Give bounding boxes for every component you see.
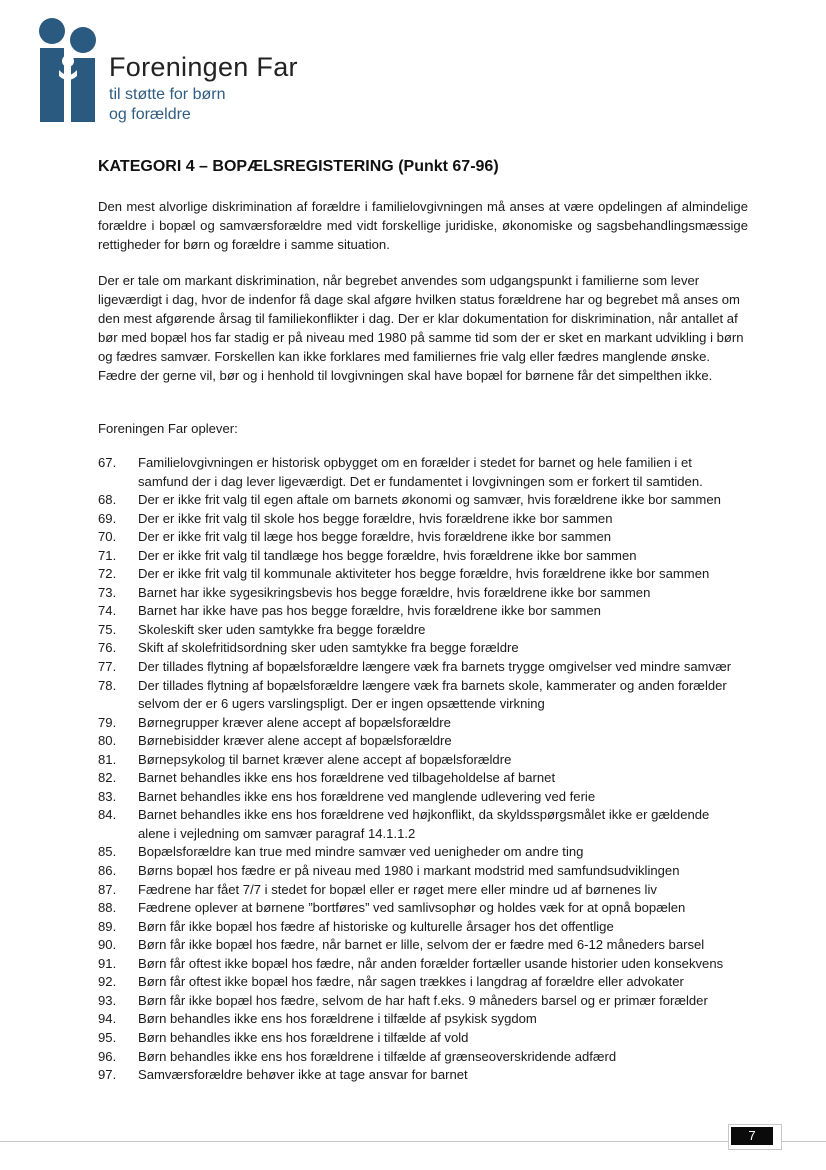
list-item [98, 751, 788, 770]
list-item [98, 843, 788, 862]
list-intro: Foreningen Far oplever: [98, 421, 238, 436]
list-item-text: Familielovgivningen er historisk opbygget om en forælder i stedet for barnet og hele familien i et [138, 455, 692, 470]
list-item-number: 88. [98, 900, 117, 916]
list-item-text: Børn får ikke bopæl hos fædre af historiske og kulturelle årsager hos det offentlige [138, 918, 614, 934]
list-item-number: 84. [98, 807, 117, 823]
list-item-text: Børn behandles ikke ens hos forældrene i tilfælde af vold [138, 1029, 469, 1045]
list-item [98, 881, 788, 900]
list-item [98, 899, 788, 918]
list-item-text: Barnet har ikke have pas hos begge forældre, hvis forældrene ikke bor sammen [138, 603, 601, 619]
list-item [98, 621, 788, 640]
list-item-number: 86. [98, 863, 117, 879]
list-item [98, 992, 788, 1011]
list-item [98, 510, 788, 529]
list-item [98, 769, 788, 788]
brand-tagline-line-1: til støtte for børn [109, 86, 226, 103]
discrimination-paragraph: Der er tale om markant diskrimination, når begrebet anvendes som udgangspunkt i familierne som lever ligeværdigt i dag, hvor de indenfor få dage skal afgøre hvilken status forældrene har og begrebet må anses om den mest afgørende årsag til familiekonflikter i dag. Der er klar dokumentation for diskrimination, når antallet af bør med bopæl hos far stadig er på niveau med 1980 på samme tid som der er sket en markant udvikling i børn og fædres samvær. Forskellen kan ikke forklares med familiernes frie valg eller fædres manglende ønske. Fædre der gerne vil, bør og i henhold til lovgivningen skal have bopæl for børnene får det simpelthen ikke. [98, 273, 744, 383]
list-item-number: 76. [98, 640, 117, 656]
list-item [98, 491, 788, 510]
list-item-text: Barnet behandles ikke ens hos forældrene ved højkonflikt, da skyldsspørgsmålet ikke er gældende [138, 807, 710, 823]
list-item [98, 584, 788, 603]
list-item [98, 936, 788, 955]
list-item-text: Børn behandles ikke ens hos forældrene i tilfælde af grænseoverskridende adfærd [138, 1048, 617, 1064]
list-item [98, 862, 788, 881]
list-item [98, 714, 788, 733]
list-item-text: Børnegrupper kræver alene accept af bopælsforældre [138, 714, 451, 730]
list-item [98, 918, 788, 937]
list-item [98, 1066, 788, 1085]
list-item-number: 96. [98, 1048, 117, 1064]
list-item [98, 602, 788, 621]
list-item-text: Barnet behandles ikke ens hos forældrene ved tilbageholdelse af barnet [138, 770, 556, 786]
list-item-text: Børn får oftest ikke bopæl hos fædre, når sagen trækkes i langdrag af forældre eller advokater [138, 974, 684, 990]
intro-paragraph: Den mest alvorlige diskrimination af forældre i familielovgivningen må anses at være opdelingen af almindelige forældre i bopæl og samværsforældre med vidt forskellige juridiske, økonomiske og sagsbehandlingsmæssige rettigheder for børn og forældre i samme situation. [98, 199, 748, 252]
list-item [98, 732, 788, 751]
list-item-text: Børn får ikke bopæl hos fædre, selvom de har haft f.eks. 9 måneders barsel og er primær forælder [138, 992, 708, 1008]
list-item-number: 78. [98, 677, 117, 693]
list-item-continuation: alene i vejledning om samvær paragraf 14.1.1.2 [138, 825, 416, 841]
list-item-number: 89. [98, 918, 117, 934]
list-item-text: Børn behandles ikke ens hos forældrene i tilfælde af psykisk sygdom [138, 1011, 537, 1027]
list-item-number: 73. [98, 584, 117, 600]
list-item-number: 91. [98, 955, 117, 971]
brand-name: Foreningen Far [109, 52, 298, 82]
page-number: 7 [731, 1127, 773, 1145]
list-item-number: 72. [98, 566, 117, 582]
organization-logo [38, 18, 338, 128]
list-item-text: Der er ikke frit valg til skole hos begge forældre, hvis forældrene ikke bor sammen [138, 510, 613, 526]
list-item-number: 87. [98, 881, 117, 897]
list-item-text: Der er ikke frit valg til tandlæge hos begge forældre, hvis forældrene ikke bor sammen [138, 547, 637, 563]
list-item [98, 806, 788, 843]
list-item [98, 454, 788, 491]
list-item-text: Der er ikke frit valg til kommunale aktiviteter hos begge forældre, hvis forældrene ikke bor sammen [138, 566, 710, 582]
list-item-text: Skift af skolefritidsordning sker uden samtykke fra begge forældre [138, 640, 519, 656]
list-item-number: 83. [98, 788, 117, 804]
list-item [98, 973, 788, 992]
list-item [98, 788, 788, 807]
numbered-list [98, 454, 788, 1085]
list-item-number: 97. [98, 1067, 117, 1083]
list-item-number: 90. [98, 937, 117, 953]
footer-divider [0, 1141, 826, 1142]
list-item-text: Barnet har ikke sygesikringsbevis hos begge forældre, hvis forældrene ikke bor sammen [138, 584, 651, 600]
list-item-text: Børnebisidder kræver alene accept af bopælsforældre [138, 733, 452, 749]
list-item [98, 528, 788, 547]
list-item [98, 547, 788, 566]
list-item-text: Fædrene har fået 7/7 i stedet for bopæl eller er røget mere eller mindre ud af børnenes liv [138, 881, 657, 897]
list-item-number: 80. [98, 733, 117, 749]
list-item-number: 68. [98, 492, 117, 508]
list-item-text: Der tillades flytning af bopælsforældre længere væk fra barnets skole, kammerater og anden forælder [138, 677, 727, 693]
list-item [98, 1010, 788, 1029]
list-item-text: Samværsforældre behøver ikke at tage ansvar for barnet [138, 1067, 468, 1083]
list-item-text: Der tillades flytning af bopælsforældre længere væk fra barnets trygge omgivelser ved mindre samvær [138, 659, 732, 675]
list-item-continuation: samfund der i dag lever ligeværdigt. Det er fundamentet i lovgivningen som er forkert til samtiden. [138, 473, 703, 489]
list-item-text: Der er ikke frit valg til læge hos begge forældre, hvis forældrene ikke bor sammen [138, 529, 612, 545]
list-item-number: 95. [98, 1029, 117, 1045]
list-item-number: 70. [98, 529, 117, 545]
list-item-text: Bopælsforældre kan true med mindre samvær ved uenigheder om andre ting [138, 844, 584, 860]
list-item-number: 79. [98, 714, 117, 730]
list-item [98, 1048, 788, 1067]
list-item [98, 955, 788, 974]
list-item-number: 69. [98, 510, 117, 526]
list-item-number: 92. [98, 974, 117, 990]
list-item-continuation: selvom der er 6 ugers varslingspligt. Der er ingen opsættende virkning [138, 696, 545, 712]
list-item-text: Børns bopæl hos fædre er på niveau med 1980 i markant modstrid med samfundsudviklingen [138, 863, 680, 879]
section-heading: KATEGORI 4 – BOPÆLSREGISTERING (Punkt 67-96) [98, 158, 499, 175]
list-item [98, 677, 788, 714]
list-item-number: 81. [98, 751, 117, 767]
list-item-number: 75. [98, 621, 117, 637]
list-item-number: 93. [98, 992, 117, 1008]
list-item-text: Barnet behandles ikke ens hos forældrene ved manglende udlevering ved ferie [138, 788, 596, 804]
list-item-text: Børnepsykolog til barnet kræver alene accept af bopælsforældre [138, 751, 512, 767]
list-item [98, 639, 788, 658]
list-item-text: Skoleskift sker uden samtykke fra begge forældre [138, 621, 426, 637]
list-item-number: 85. [98, 844, 117, 860]
list-item-text: Fædrene oplever at børnene ”bortføres” ved samlivsophør og holdes væk for at opnå bopælen [138, 900, 686, 916]
list-item [98, 1029, 788, 1048]
list-item-number: 77. [98, 659, 117, 675]
logo-mark-icon [38, 18, 102, 123]
list-item-number: 82. [98, 770, 117, 786]
list-item-number: 94. [98, 1011, 117, 1027]
list-item-text: Børn får ikke bopæl hos fædre, når barnet er lille, selvom der er fædre med 6-12 måneders barsel [138, 937, 705, 953]
list-item-number: 67. [98, 455, 117, 470]
list-item-text: Børn får oftest ikke bopæl hos fædre, når anden forælder fortæller usande historier uden konsekvens [138, 955, 724, 971]
list-item [98, 565, 788, 584]
brand-tagline-line-2: og forældre [109, 106, 191, 123]
list-item-number: 74. [98, 603, 117, 619]
list-item-number: 71. [98, 547, 117, 563]
list-item [98, 658, 788, 677]
list-item-text: Der er ikke frit valg til egen aftale om barnets økonomi og samvær, hvis forældrene ikke bor sammen [138, 492, 721, 508]
